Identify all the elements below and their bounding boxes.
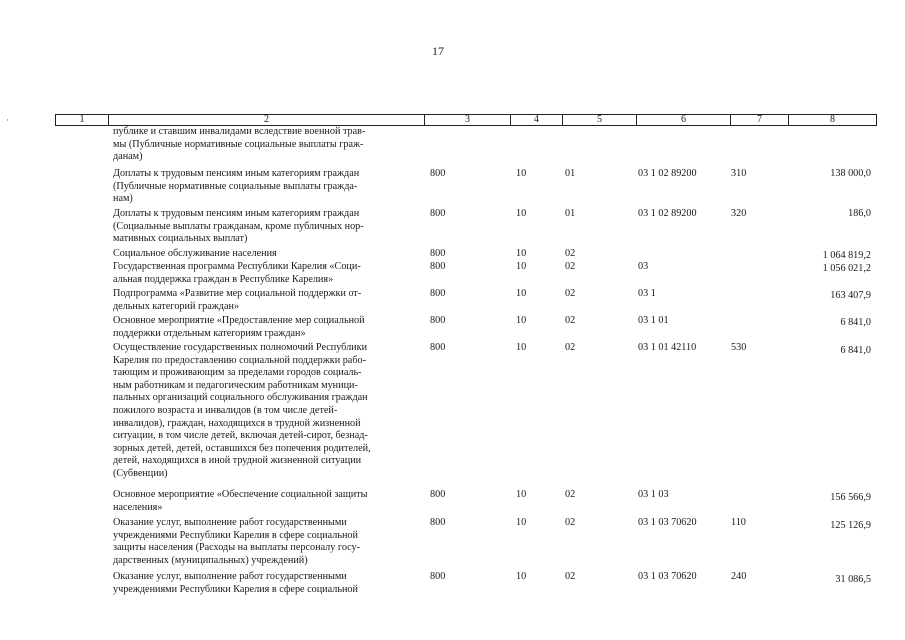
row-amount: 1 064 819,2 <box>822 250 871 261</box>
row-col-3: 800 <box>430 571 446 582</box>
table-header-row <box>55 114 877 126</box>
row-col-3: 800 <box>430 288 446 299</box>
row-col-3: 800 <box>430 261 446 272</box>
header-col-6: 6 <box>636 115 730 125</box>
row-col-7: 320 <box>731 208 747 219</box>
row-name: Доплаты к трудовым пенсиям иным категориям граждан (Социальные выплаты гражданам, кроме публичных нор- мативных социальных выплат) <box>113 208 364 245</box>
header-col-5: 5 <box>562 115 636 125</box>
row-col-3: 800 <box>430 248 446 259</box>
row-col-4: 10 <box>516 248 527 259</box>
row-col-6: 03 <box>638 261 649 272</box>
row-col-5: 02 <box>565 288 576 299</box>
header-col-3: 3 <box>424 115 510 125</box>
header-col-1: 1 <box>79 114 85 125</box>
row-col-4: 10 <box>516 288 527 299</box>
header-col-2: 2 <box>108 115 424 125</box>
row-col-3: 800 <box>430 517 446 528</box>
row-col-3: 800 <box>430 315 446 326</box>
row-col-4: 10 <box>516 517 527 528</box>
row-col-4: 10 <box>516 571 527 582</box>
row-name: Осуществление государственных полномочий Республики Карелия по предоставлению социальной поддержки рабо- тающим и проживающим за пределами городов социаль- ным работникам и педагогическим работникам муници- пальных организаций социального обслуживания граждан пожилого возраста и инвалидов (в том числе детей- инвалидов), граждан, находящихся в трудной жизненной ситуации, в том числе детей, включая детей-сирот, безнад- зорных детей, детей, оставшихся без попечения родителей, детей, находящихся в иной трудной жизненной ситуации (Субвенции) <box>113 342 371 479</box>
row-col-3: 800 <box>430 168 446 179</box>
row-amount: 186,0 <box>848 208 871 219</box>
row-col-6: 03 1 <box>638 288 656 299</box>
row-col-6: 03 1 01 42110 <box>638 342 697 353</box>
row-col-5: 02 <box>565 342 576 353</box>
header-col-4: 4 <box>510 115 562 125</box>
row-col-6: 03 1 01 <box>638 315 669 326</box>
row-col-4: 10 <box>516 315 527 326</box>
row-col-4: 10 <box>516 261 527 272</box>
row-col-6: 03 1 02 89200 <box>638 208 697 219</box>
row-amount: 163 407,9 <box>830 290 871 301</box>
row-col-3: 800 <box>430 489 446 500</box>
row-amount: 156 566,9 <box>830 492 871 503</box>
row-name: Доплаты к трудовым пенсиям иным категориям граждан (Публичные нормативные социальные выплаты гражда- нам) <box>113 168 360 205</box>
row-col-4: 10 <box>516 489 527 500</box>
row-col-7: 530 <box>731 342 747 353</box>
row-col-4: 10 <box>516 168 527 179</box>
row-col-4: 10 <box>516 342 527 353</box>
row-col-5: 02 <box>565 489 576 500</box>
scan-artifact-mark: · <box>6 115 9 125</box>
row-col-6: 03 1 02 89200 <box>638 168 697 179</box>
row-amount: 6 841,0 <box>840 317 871 328</box>
row-col-5: 02 <box>565 315 576 326</box>
page-number: 17 <box>432 44 444 58</box>
row-col-5: 02 <box>565 517 576 528</box>
row-amount: 138 000,0 <box>830 168 871 179</box>
row-name: публике и ставшим инвалидами вследствие военной трав- мы (Публичные нормативные социальные выплаты граж- данам) <box>113 126 366 163</box>
row-col-6: 03 1 03 70620 <box>638 571 697 582</box>
row-amount: 31 086,5 <box>835 574 871 585</box>
row-amount: 6 841,0 <box>840 345 871 356</box>
row-col-5: 02 <box>565 248 576 259</box>
row-col-3: 800 <box>430 342 446 353</box>
row-col-7: 310 <box>731 168 747 179</box>
row-name: Оказание услуг, выполнение работ государственными учреждениями Республики Карелия в сфере социальной защиты населения (Расходы на выплаты персоналу госу- дарственных (муниципальных) учреждений) <box>113 517 361 566</box>
row-name: Оказание услуг, выполнение работ государственными учреждениями Республики Карелия в сфере социальной <box>113 571 358 595</box>
row-amount: 125 126,9 <box>830 520 871 531</box>
row-col-3: 800 <box>430 208 446 219</box>
row-col-7: 240 <box>731 571 747 582</box>
row-col-5: 01 <box>565 208 576 219</box>
header-col-7: 7 <box>730 115 788 125</box>
row-col-5: 02 <box>565 571 576 582</box>
row-col-6: 03 1 03 <box>638 489 669 500</box>
row-name: Государственная программа Республики Карелия «Соци- альная поддержка граждан в Республике Карелия» <box>113 261 361 285</box>
row-name: Социальное обслуживание населения <box>113 248 277 259</box>
row-col-5: 01 <box>565 168 576 179</box>
row-name: Основное мероприятие «Обеспечение социальной защиты населения» <box>113 489 368 513</box>
row-col-6: 03 1 03 70620 <box>638 517 697 528</box>
row-col-5: 02 <box>565 261 576 272</box>
row-col-4: 10 <box>516 208 527 219</box>
row-col-7: 110 <box>731 517 746 528</box>
header-col-8: 8 <box>788 115 876 125</box>
row-amount: 1 056 021,2 <box>822 263 871 274</box>
row-name: Подпрограмма «Развитие мер социальной поддержки от- дельных категорий граждан» <box>113 288 362 312</box>
row-name: Основное мероприятие «Предоставление мер социальной поддержки отдельным категориям граждан» <box>113 315 365 339</box>
